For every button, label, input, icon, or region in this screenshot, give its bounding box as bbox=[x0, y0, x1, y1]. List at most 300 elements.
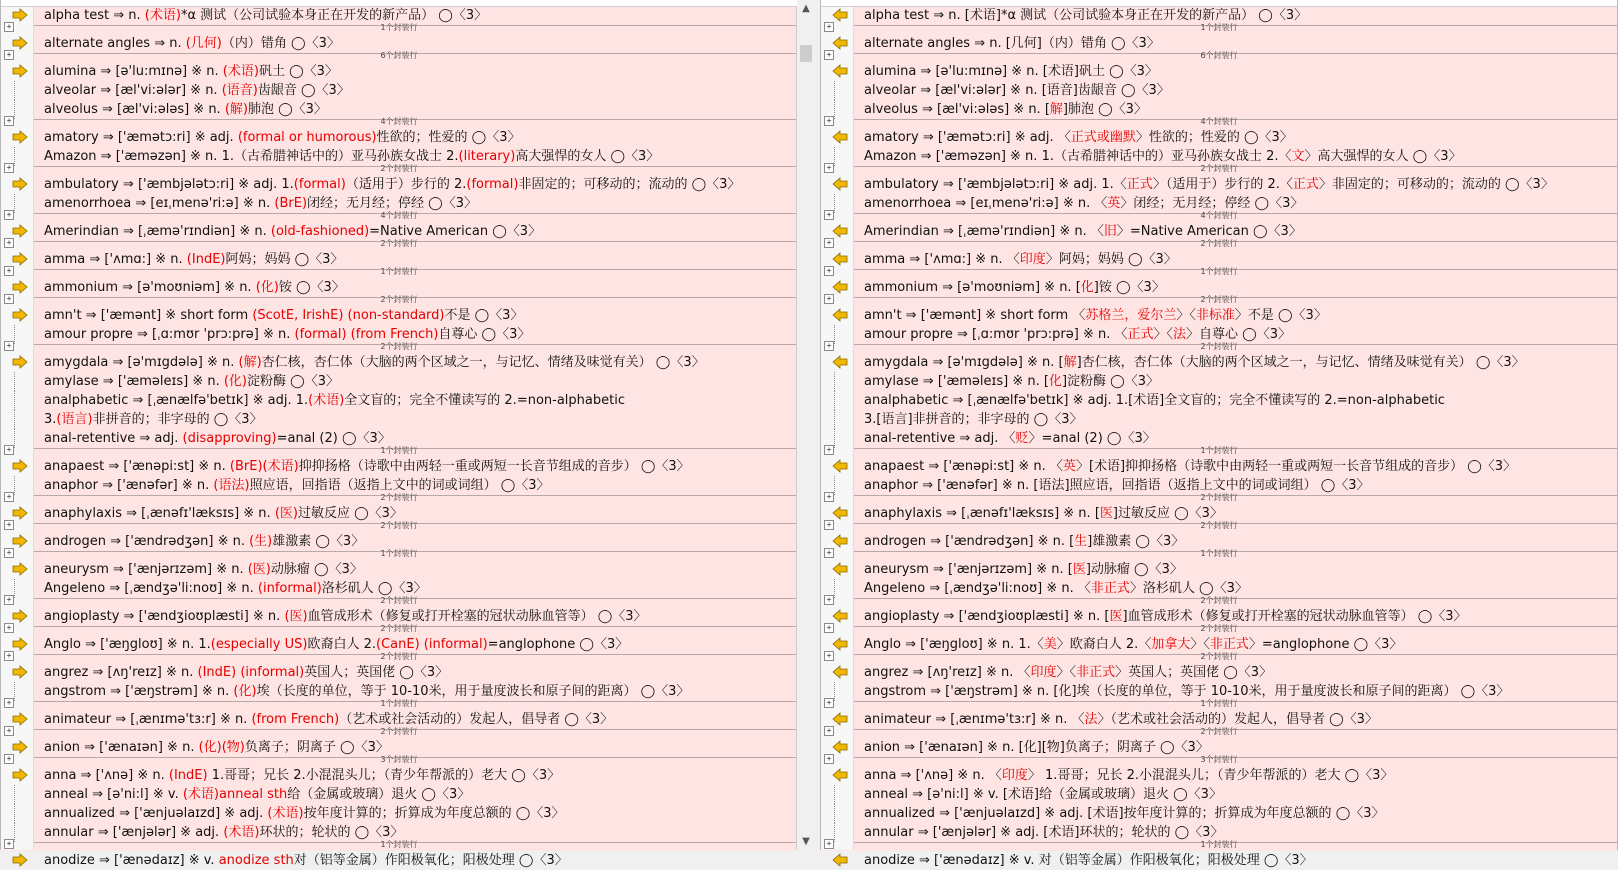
entry-segment: amatory ⇒ ['æmətɔ:ri] ※ adj. 〈 bbox=[864, 130, 1071, 145]
expand-box-icon[interactable]: + bbox=[4, 492, 14, 502]
group-separator bbox=[821, 22, 1617, 34]
arrow-left-icon[interactable] bbox=[832, 355, 848, 369]
group-separator bbox=[1, 238, 797, 250]
entry-text bbox=[864, 372, 1617, 391]
arrow-left-icon[interactable] bbox=[832, 853, 848, 867]
group-separator bbox=[1, 839, 797, 851]
entry-label-red: (formal) bbox=[293, 177, 346, 192]
entry-segment: angstrom ⇒ ['æŋstrəm] ※ n. [化]埃（长度的单位，等于 10-10米，用于量度波长和原子间的距离） ◯〈3〉 bbox=[864, 684, 1510, 699]
entry-segment: Angeleno ⇒ [ˌændʒə'li:noʊ] ※ n. bbox=[44, 581, 258, 596]
entry-label-red: (术语) bbox=[182, 787, 219, 802]
entry-segment: anna ⇒ ['ʌnə] ※ n. 〈 bbox=[864, 768, 1002, 783]
entry-text bbox=[44, 100, 797, 119]
expand-box-icon[interactable]: + bbox=[824, 163, 834, 173]
arrow-left-icon[interactable] bbox=[832, 308, 848, 322]
arrow-right-icon[interactable] bbox=[12, 64, 28, 78]
right-pane-top-strip bbox=[821, 0, 1617, 7]
group-separator bbox=[821, 726, 1617, 738]
group-separator bbox=[821, 163, 1617, 175]
expand-box-icon[interactable]: + bbox=[4, 116, 14, 126]
dictionary-entry-row[interactable] bbox=[821, 766, 1617, 785]
entry-segment: 〉不是 ◯〈3〉 bbox=[1234, 308, 1327, 323]
entry-segment: alveolar ⇒ [æl'vi:ələr] ※ n. bbox=[44, 83, 222, 98]
arrow-left-icon[interactable] bbox=[832, 280, 848, 294]
entry-segment: 雄激素 ◯〈3〉 bbox=[272, 534, 365, 549]
dictionary-entry-row[interactable] bbox=[821, 175, 1617, 194]
folded-lines-label: 3个封装行 bbox=[380, 755, 418, 764]
entry-text bbox=[44, 222, 797, 241]
entry-text bbox=[864, 766, 1617, 785]
entry-group bbox=[1, 520, 797, 551]
entry-text bbox=[44, 579, 797, 598]
entry-text bbox=[864, 194, 1617, 213]
expand-box-icon[interactable]: + bbox=[824, 492, 834, 502]
expand-box-icon[interactable]: + bbox=[4, 520, 14, 530]
entry-segment: 血管成形术（修复或打开栓塞的冠状动脉血管等） ◯〈3〉 bbox=[307, 609, 647, 624]
arrow-right-icon[interactable] bbox=[12, 534, 28, 548]
right-diff-pane[interactable] bbox=[820, 0, 1618, 868]
entry-text bbox=[864, 560, 1617, 579]
entry-segment: ]动脉瘤 ◯〈3〉 bbox=[1085, 562, 1183, 577]
entry-segment: anaphylaxis ⇒ [ˌænəfɪ'læksɪs] ※ n. bbox=[44, 506, 275, 521]
entry-label-red: 英 bbox=[1107, 196, 1121, 211]
entry-text bbox=[44, 147, 797, 166]
scroll-thumb[interactable] bbox=[800, 45, 812, 62]
dictionary-entry-row[interactable] bbox=[1, 560, 797, 579]
entry-group bbox=[1, 726, 797, 757]
arrow-right-icon[interactable] bbox=[12, 506, 28, 520]
group-separator bbox=[1, 116, 797, 128]
expand-box-icon[interactable]: + bbox=[824, 50, 834, 60]
dictionary-entry-row[interactable] bbox=[1, 410, 797, 429]
expand-box-icon[interactable]: + bbox=[824, 548, 834, 558]
entry-text bbox=[864, 738, 1617, 757]
dictionary-entry-row[interactable] bbox=[821, 391, 1617, 410]
arrow-left-icon[interactable] bbox=[832, 177, 848, 191]
entry-segment: Amazon ⇒ ['æməzən] ※ n. 1.（古希腊神话中的）亚马孙族女战士 2.〈 bbox=[864, 149, 1292, 164]
tree-line bbox=[834, 682, 835, 701]
arrow-left-icon[interactable] bbox=[832, 562, 848, 576]
tree-line bbox=[14, 823, 15, 842]
entry-segment: 过敏反应 ◯〈3〉 bbox=[297, 506, 403, 521]
entry-segment: 3. bbox=[44, 412, 57, 427]
arrow-left-icon[interactable] bbox=[832, 252, 848, 266]
dictionary-entry-row[interactable] bbox=[821, 663, 1617, 682]
entry-segment: 〉欧裔白人 2.〈 bbox=[1056, 637, 1152, 652]
expand-box-icon[interactable]: + bbox=[824, 839, 834, 849]
group-separator bbox=[1, 726, 797, 738]
entry-segment: alumina ⇒ [ə'lu:mɪnə] ※ n. [术语]矾土 ◯〈3〉 bbox=[864, 64, 1158, 79]
arrow-right-icon[interactable] bbox=[12, 8, 28, 22]
folded-lines-label: 2个封装行 bbox=[1200, 624, 1238, 633]
folded-lines-label: 1个封装行 bbox=[1200, 699, 1238, 708]
dictionary-entry-row[interactable] bbox=[1, 766, 797, 785]
entry-segment: 〉〈 bbox=[1153, 327, 1174, 342]
arrow-left-icon[interactable] bbox=[832, 740, 848, 754]
entry-group bbox=[821, 595, 1617, 626]
entry-text bbox=[44, 325, 797, 344]
dictionary-entry-row[interactable] bbox=[1, 175, 797, 194]
folded-lines-label: 2个封装行 bbox=[380, 596, 418, 605]
entry-text bbox=[44, 353, 797, 372]
arrow-right-icon[interactable] bbox=[12, 665, 28, 679]
entry-label-red: (术语) bbox=[222, 64, 259, 79]
expand-box-icon[interactable]: + bbox=[824, 726, 834, 736]
entry-segment: 闭经；无月经；停经 ◯〈3〉 bbox=[307, 196, 477, 211]
folded-lines-label: 1个封装行 bbox=[380, 840, 418, 849]
entry-group bbox=[1, 698, 797, 729]
entry-segment: 抑抑扬格（诗歌中由两轻一重或两短一长音节组成的音步） ◯〈3〉 bbox=[298, 459, 690, 474]
arrow-right-icon[interactable] bbox=[12, 280, 28, 294]
entry-segment: Angeleno ⇒ [ˌændʒə'li:noʊ] ※ n. 〈 bbox=[864, 581, 1091, 596]
dictionary-entry-row[interactable] bbox=[1, 785, 797, 804]
dictionary-entry-row[interactable] bbox=[1, 804, 797, 823]
arrow-left-icon[interactable] bbox=[832, 534, 848, 548]
entry-segment: 〉（适用于）步行的 2.〈 bbox=[1152, 177, 1293, 192]
entry-group bbox=[821, 726, 1617, 757]
arrow-left-icon[interactable] bbox=[832, 609, 848, 623]
expand-box-icon[interactable]: + bbox=[4, 445, 14, 455]
arrow-left-icon[interactable] bbox=[832, 36, 848, 50]
entry-segment: anion ⇒ ['ænaɪən] ※ n. [化][物]负离子；阴离子 ◯〈3〉 bbox=[864, 740, 1209, 755]
arrow-left-icon[interactable] bbox=[832, 459, 848, 473]
folded-lines-label: 2个封装行 bbox=[1200, 727, 1238, 736]
entry-label-red: 生 bbox=[1074, 534, 1088, 549]
entry-label-red: (语法) bbox=[213, 478, 250, 493]
entry-segment: 肺泡 ◯〈3〉 bbox=[247, 102, 327, 117]
expand-box-icon[interactable]: + bbox=[4, 698, 14, 708]
expand-box-icon[interactable]: + bbox=[4, 754, 14, 764]
expand-box-icon[interactable]: + bbox=[824, 238, 834, 248]
entry-text bbox=[864, 429, 1617, 448]
dictionary-entry-row[interactable] bbox=[1, 851, 797, 870]
left-vertical-scrollbar[interactable] bbox=[796, 0, 815, 850]
group-separator bbox=[821, 651, 1617, 663]
entry-text bbox=[44, 429, 797, 448]
arrow-right-icon[interactable] bbox=[12, 36, 28, 50]
entry-text bbox=[44, 766, 797, 785]
entry-group bbox=[1, 651, 797, 701]
expand-box-icon[interactable]: + bbox=[824, 698, 834, 708]
arrow-left-icon[interactable] bbox=[832, 506, 848, 520]
dictionary-entry-row[interactable] bbox=[821, 410, 1617, 429]
expand-box-icon[interactable]: + bbox=[824, 22, 834, 32]
arrow-right-icon[interactable] bbox=[12, 252, 28, 266]
tree-line bbox=[14, 476, 15, 495]
entry-segment: 环状的；轮状的 ◯〈3〉 bbox=[259, 825, 404, 840]
entry-label-red: 非正式 bbox=[1209, 637, 1249, 652]
scroll-up-icon[interactable]: ▲ bbox=[802, 3, 810, 14]
tree-line bbox=[834, 579, 835, 598]
expand-box-icon[interactable]: + bbox=[824, 623, 834, 633]
entry-text bbox=[44, 278, 797, 297]
entry-group bbox=[1, 266, 797, 297]
entry-segment: anodize ⇒ ['ænədaɪz] ※ v. 对（铝等金属）作阳极氧化；阳极处理 ◯〈3〉 bbox=[864, 853, 1313, 868]
tree-line bbox=[834, 100, 835, 119]
entry-group bbox=[1, 595, 797, 626]
folded-lines-label: 4个封装行 bbox=[1200, 117, 1238, 126]
arrow-right-icon[interactable] bbox=[12, 459, 28, 473]
entry-text bbox=[44, 710, 797, 729]
entry-label-red: 旧 bbox=[1103, 224, 1117, 239]
folded-lines-label: 2个封装行 bbox=[380, 164, 418, 173]
entry-segment: 全文盲的；完全不懂读写的 2.=non-alphabetic bbox=[344, 393, 625, 408]
folded-lines-label: 2个封装行 bbox=[380, 652, 418, 661]
arrow-left-icon[interactable] bbox=[832, 8, 848, 22]
entry-segment: 〉性欲的；性爱的 ◯〈3〉 bbox=[1135, 130, 1293, 145]
expand-box-icon[interactable]: + bbox=[4, 163, 14, 173]
arrow-left-icon[interactable] bbox=[832, 637, 848, 651]
group-separator bbox=[821, 50, 1617, 62]
entry-segment: anapaest ⇒ ['ænəpi:st] ※ n. bbox=[44, 459, 230, 474]
expand-box-icon[interactable]: + bbox=[4, 623, 14, 633]
expand-box-icon[interactable]: + bbox=[4, 651, 14, 661]
entry-label-red: 正式 bbox=[1126, 177, 1153, 192]
entry-segment: 〉〈 bbox=[1056, 665, 1077, 680]
entry-segment: 〉（艺术或社会活动的）发起人，倡导者 ◯〈3〉 bbox=[1097, 712, 1378, 727]
entry-group bbox=[1, 839, 797, 870]
entry-text bbox=[44, 250, 797, 269]
entry-text bbox=[864, 785, 1617, 804]
folded-lines-label: 2个封装行 bbox=[1200, 295, 1238, 304]
dictionary-entry-row[interactable] bbox=[1, 457, 797, 476]
arrow-right-icon[interactable] bbox=[12, 562, 28, 576]
arrow-right-icon[interactable] bbox=[12, 712, 28, 726]
entry-group bbox=[1, 210, 797, 241]
folded-lines-label: 2个封装行 bbox=[380, 624, 418, 633]
expand-box-icon[interactable]: + bbox=[4, 726, 14, 736]
entry-group bbox=[821, 548, 1617, 598]
group-separator bbox=[1, 163, 797, 175]
entry-group bbox=[1, 22, 797, 53]
entry-segment: 给（金属或玻璃）退火 ◯〈3〉 bbox=[287, 787, 471, 802]
entry-segment: 性欲的；性爱的 ◯〈3〉 bbox=[376, 130, 521, 145]
entry-segment: 3.[语言]非拼音的；非字母的 ◯〈3〉 bbox=[864, 412, 1083, 427]
arrow-left-icon[interactable] bbox=[832, 64, 848, 78]
expand-box-icon[interactable]: + bbox=[824, 754, 834, 764]
arrow-right-icon[interactable] bbox=[12, 740, 28, 754]
entry-text bbox=[44, 391, 797, 410]
entry-segment: 洛杉矶人 ◯〈3〉 bbox=[321, 581, 427, 596]
arrow-left-icon[interactable] bbox=[832, 712, 848, 726]
expand-box-icon[interactable]: + bbox=[4, 341, 14, 351]
entry-segment: angioplasty ⇒ ['ændʒioʊplæsti] ※ n. bbox=[44, 609, 285, 624]
entry-group bbox=[1, 238, 797, 269]
entry-text bbox=[44, 823, 797, 842]
expand-box-icon[interactable]: + bbox=[4, 266, 14, 276]
dictionary-entry-row[interactable] bbox=[821, 785, 1617, 804]
arrow-right-icon[interactable] bbox=[12, 637, 28, 651]
entry-segment: animateur ⇒ [ˌænɪmə'tɜ:r] ※ n. 〈 bbox=[864, 712, 1085, 727]
entry-segment: 〉高大强悍的女人 ◯〈3〉 bbox=[1304, 149, 1462, 164]
group-separator bbox=[1, 445, 797, 457]
entry-group bbox=[821, 520, 1617, 551]
entry-segment: =anglophone ◯〈3〉 bbox=[487, 637, 629, 652]
entry-label-red: 正式或幽默 bbox=[1070, 130, 1136, 145]
entry-text bbox=[864, 222, 1617, 241]
tree-line bbox=[14, 325, 15, 344]
entry-group bbox=[821, 238, 1617, 269]
expand-box-icon[interactable]: + bbox=[824, 445, 834, 455]
expand-box-icon[interactable]: + bbox=[4, 595, 14, 605]
entry-segment: anal-retentive ⇒ adj. 〈 bbox=[864, 431, 1016, 446]
entry-text bbox=[44, 175, 797, 194]
tree-line bbox=[14, 147, 15, 166]
arrow-right-icon[interactable] bbox=[12, 609, 28, 623]
expand-box-icon[interactable]: + bbox=[4, 238, 14, 248]
entry-text bbox=[864, 504, 1617, 523]
entry-label-red: (化) bbox=[223, 374, 248, 389]
entry-label-red: 正式 bbox=[1292, 177, 1319, 192]
folded-lines-label: 2个封装行 bbox=[380, 493, 418, 502]
entry-segment: 杏仁核，杏仁体（大脑的两个区域之一，与记忆、情绪及味觉有关） ◯〈3〉 bbox=[261, 355, 705, 370]
group-separator bbox=[1, 492, 797, 504]
entry-segment: alternate angles ⇒ n. [几何]（内）错角 ◯〈3〉 bbox=[864, 36, 1160, 51]
folded-lines-label: 2个封装行 bbox=[380, 295, 418, 304]
entry-segment: ]雄激素 ◯〈3〉 bbox=[1087, 534, 1185, 549]
entry-segment: 〉自尊心 ◯〈3〉 bbox=[1186, 327, 1291, 342]
group-separator bbox=[1, 698, 797, 710]
dictionary-entry-row[interactable] bbox=[821, 560, 1617, 579]
group-separator bbox=[821, 839, 1617, 851]
dictionary-entry-row[interactable] bbox=[821, 353, 1617, 372]
tree-line bbox=[14, 804, 15, 823]
arrow-left-icon[interactable] bbox=[832, 224, 848, 238]
dictionary-entry-row[interactable] bbox=[821, 306, 1617, 325]
entry-segment: 〉[术语]抑抑扬格（诗歌中由两轻一重或两短一长音节组成的音步） ◯〈3〉 bbox=[1075, 459, 1517, 474]
arrow-left-icon[interactable] bbox=[832, 665, 848, 679]
entry-group bbox=[821, 445, 1617, 495]
entry-segment: anion ⇒ ['ænaɪən] ※ n. bbox=[44, 740, 199, 755]
entry-text bbox=[864, 81, 1617, 100]
expand-box-icon[interactable]: + bbox=[824, 520, 834, 530]
arrow-right-icon[interactable] bbox=[12, 130, 28, 144]
expand-box-icon[interactable]: + bbox=[4, 50, 14, 60]
entry-text bbox=[44, 410, 797, 429]
dictionary-entry-row[interactable] bbox=[1, 663, 797, 682]
dictionary-entry-row[interactable] bbox=[821, 372, 1617, 391]
entry-segment: amour propre ⇒ [ˌɑ:mʊr 'prɔ:prə] ※ n. bbox=[44, 327, 295, 342]
entry-segment: amenorrhoea ⇒ [eɪˌmenə'ri:ə] ※ n. 〈 bbox=[864, 196, 1108, 211]
entry-label-red: 非正式 bbox=[1090, 581, 1130, 596]
dictionary-entry-row[interactable] bbox=[1, 306, 797, 325]
dictionary-entry-row[interactable] bbox=[821, 128, 1617, 147]
tree-line bbox=[834, 476, 835, 495]
arrow-right-icon[interactable] bbox=[12, 224, 28, 238]
expand-box-icon[interactable]: + bbox=[824, 210, 834, 220]
expand-box-icon[interactable]: + bbox=[824, 294, 834, 304]
entry-label-red: 英 bbox=[1062, 459, 1076, 474]
entry-segment: amenorrhoea ⇒ [eɪˌmenə'ri:ə] ※ n. bbox=[44, 196, 275, 211]
folded-lines-label: 2个封装行 bbox=[1200, 652, 1238, 661]
dictionary-entry-row[interactable] bbox=[821, 81, 1617, 100]
dictionary-entry-row[interactable] bbox=[1, 62, 797, 81]
entry-segment: 英国人；英国佬 ◯〈3〉 bbox=[304, 665, 449, 680]
expand-box-icon[interactable]: + bbox=[824, 651, 834, 661]
entry-group bbox=[1, 116, 797, 166]
group-separator bbox=[1, 22, 797, 34]
arrow-right-icon[interactable] bbox=[12, 768, 28, 782]
expand-box-icon[interactable]: + bbox=[824, 266, 834, 276]
arrow-right-icon[interactable] bbox=[12, 355, 28, 369]
expand-box-icon[interactable]: + bbox=[4, 210, 14, 220]
arrow-right-icon[interactable] bbox=[12, 853, 28, 867]
entry-segment: ambulatory ⇒ ['æmbjələtɔ:ri] ※ adj. 1. bbox=[44, 177, 294, 192]
dictionary-entry-row[interactable] bbox=[1, 353, 797, 372]
entry-label-red: (IndE) (informal) bbox=[197, 665, 305, 680]
expand-box-icon[interactable]: + bbox=[4, 294, 14, 304]
arrow-right-icon[interactable] bbox=[12, 177, 28, 191]
arrow-left-icon[interactable] bbox=[832, 130, 848, 144]
entry-group bbox=[1, 548, 797, 598]
scroll-down-icon[interactable]: ▼ bbox=[802, 836, 810, 847]
tree-line bbox=[14, 785, 15, 804]
entry-label-red: (IndE) bbox=[186, 252, 226, 267]
folded-lines-label: 2个封装行 bbox=[1200, 342, 1238, 351]
entry-label-red: anneal sth bbox=[219, 787, 288, 802]
dictionary-entry-row[interactable] bbox=[1, 391, 797, 410]
entry-segment: 〉非固定的；可移动的；流动的 ◯〈3〉 bbox=[1318, 177, 1554, 192]
expand-box-icon[interactable]: + bbox=[824, 595, 834, 605]
arrow-left-icon[interactable] bbox=[832, 768, 848, 782]
entry-segment: anneal ⇒ [ə'ni:l] ※ v. [术语]给（金属或玻璃）退火 ◯〈3〉 bbox=[864, 787, 1222, 802]
tree-line bbox=[834, 429, 835, 448]
dictionary-entry-row[interactable] bbox=[1, 128, 797, 147]
expand-box-icon[interactable]: + bbox=[4, 22, 14, 32]
tree-line bbox=[834, 325, 835, 344]
entry-segment: annular ⇒ ['ænjələr] ※ adj. [术语]环状的；轮状的 ◯〈3〉 bbox=[864, 825, 1224, 840]
entry-segment: *α 测试（公司试验本身正在开发的新产品） ◯〈3〉 bbox=[180, 8, 488, 23]
entry-group bbox=[821, 341, 1617, 448]
entry-segment: =anal (2) ◯〈3〉 bbox=[276, 431, 391, 446]
dictionary-entry-row[interactable] bbox=[1, 372, 797, 391]
group-separator bbox=[1, 754, 797, 766]
entry-text bbox=[44, 62, 797, 81]
entry-segment: 矾土 ◯〈3〉 bbox=[258, 64, 338, 79]
group-separator bbox=[821, 492, 1617, 504]
tree-line bbox=[834, 372, 835, 391]
expand-box-icon[interactable]: + bbox=[824, 341, 834, 351]
expand-box-icon[interactable]: + bbox=[4, 548, 14, 558]
entry-segment: 〉=Native American ◯〈3〉 bbox=[1116, 224, 1302, 239]
entry-label-red: (from French) bbox=[251, 712, 340, 727]
arrow-right-icon[interactable] bbox=[12, 308, 28, 322]
group-separator bbox=[821, 520, 1617, 532]
expand-box-icon[interactable]: + bbox=[4, 839, 14, 849]
entry-segment: Anglo ⇒ ['æŋgloʊ] ※ n. 1. bbox=[44, 637, 211, 652]
expand-box-icon[interactable]: + bbox=[824, 116, 834, 126]
dictionary-entry-row[interactable] bbox=[821, 62, 1617, 81]
dictionary-entry-row[interactable] bbox=[821, 851, 1617, 870]
entry-segment: alpha test ⇒ n. bbox=[44, 8, 145, 23]
entry-text bbox=[864, 250, 1617, 269]
dictionary-entry-row[interactable] bbox=[821, 457, 1617, 476]
entry-segment: androgen ⇒ ['ændrədʒən] ※ n. bbox=[44, 534, 250, 549]
entry-label-red: 医 bbox=[1109, 609, 1123, 624]
left-diff-pane[interactable] bbox=[0, 0, 798, 868]
dictionary-entry-row[interactable] bbox=[821, 804, 1617, 823]
entry-segment: =Native American ◯〈3〉 bbox=[369, 224, 542, 239]
entry-group bbox=[821, 754, 1617, 842]
entry-segment: aneurysm ⇒ ['ænjərɪzəm] ※ n. [ bbox=[864, 562, 1073, 577]
entry-segment: amn't ⇒ ['æmənt] ※ short form 〈 bbox=[864, 308, 1086, 323]
group-separator bbox=[1, 266, 797, 278]
tree-line bbox=[14, 429, 15, 448]
folded-lines-label: 1个封装行 bbox=[380, 446, 418, 455]
entry-label-red: (解) bbox=[224, 102, 248, 117]
folded-lines-label: 1个封装行 bbox=[380, 23, 418, 32]
dictionary-entry-row[interactable] bbox=[1, 81, 797, 100]
